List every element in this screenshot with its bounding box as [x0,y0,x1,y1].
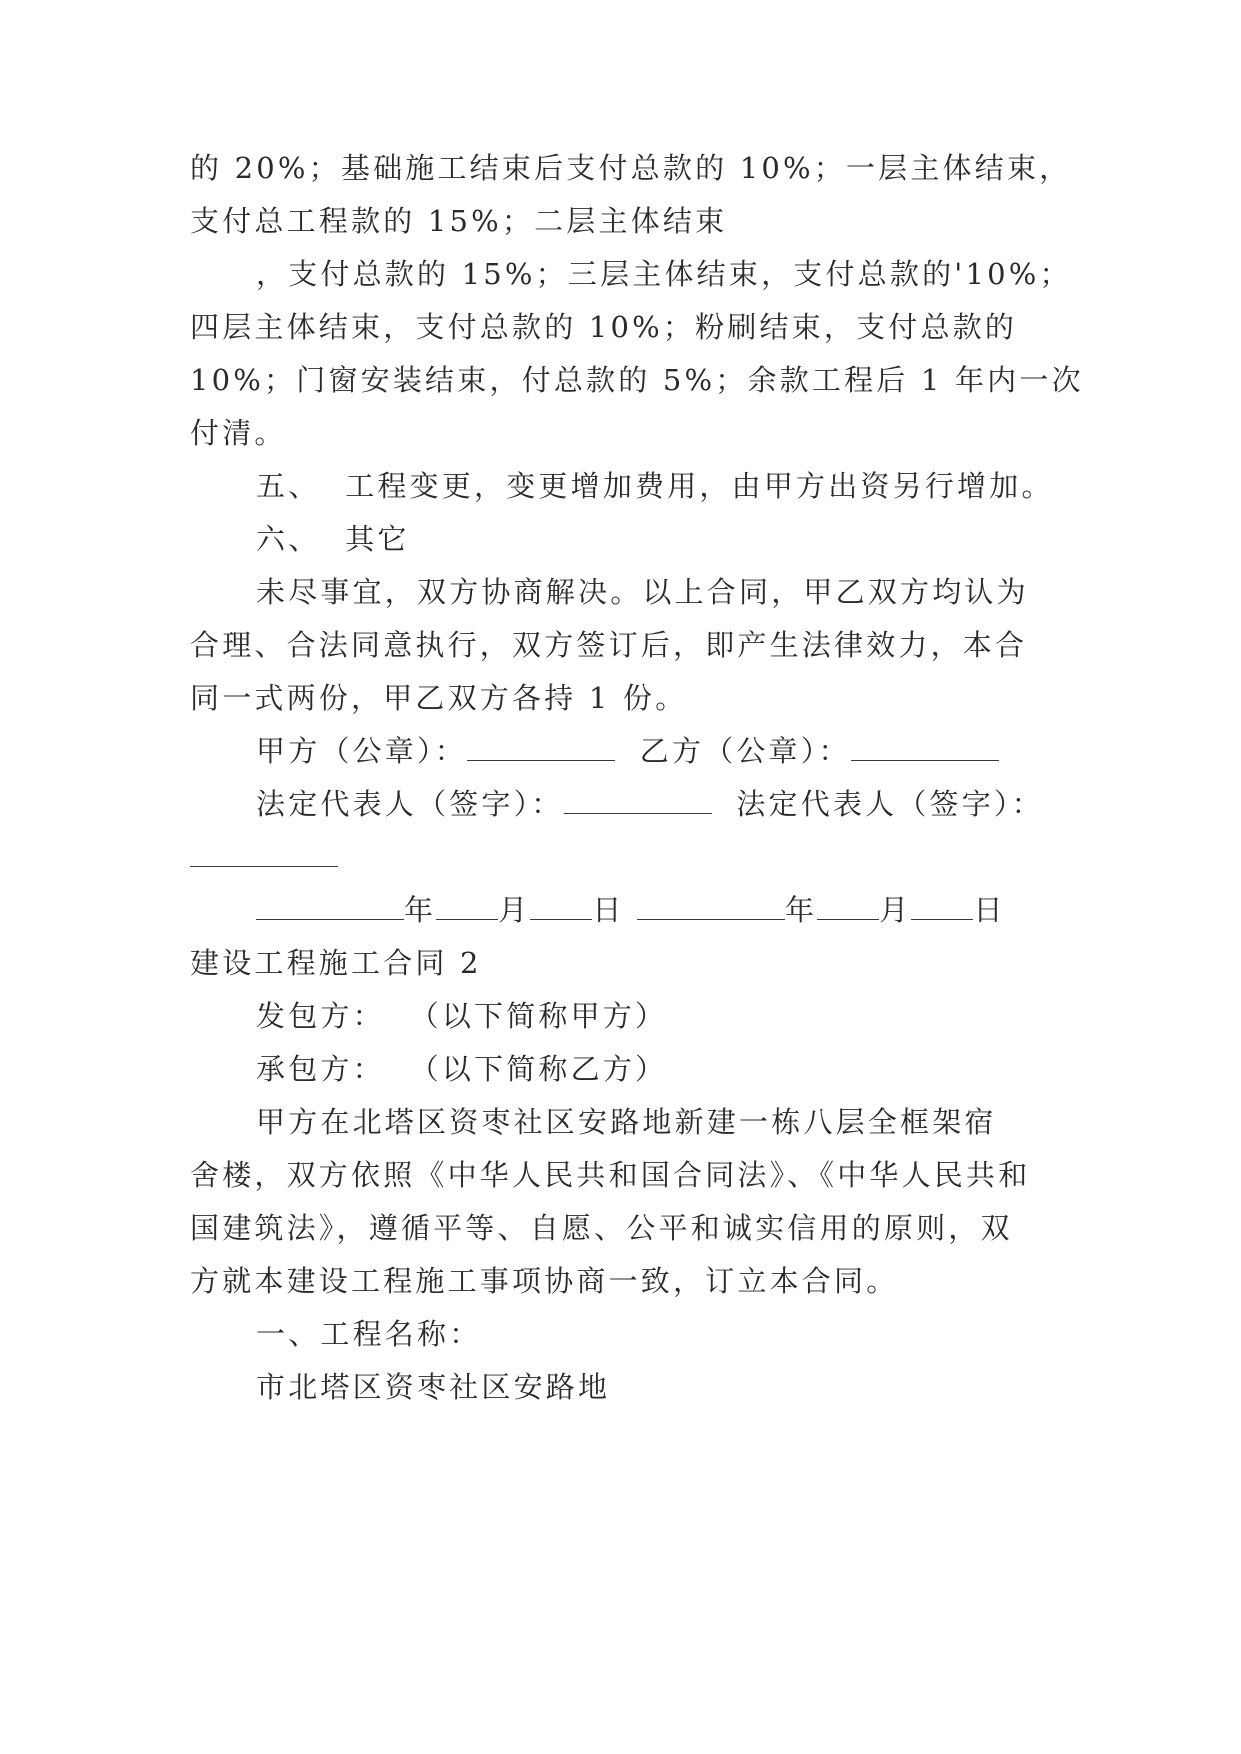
date-b-year-label: 年 [785,893,818,927]
body-text-line: 同一式两份，甲乙双方各持 1 份。 [190,681,688,715]
body-text-line: 四层主体结束，支付总款的 10%；粉刷结束，支付总款的 [190,310,1018,344]
party-a-rep-blank [564,787,712,814]
date-a-day-label: 日 [592,893,625,927]
body-text-line: 舍楼，双方依照《中华人民共和国合同法》、《中华人民共和 [190,1158,1031,1192]
body-text-line: 的 20%；基础施工结束后支付总款的 10%；一层主体结束， [190,151,1072,185]
body-text-line: 合理、合法同意执行，双方签订后，即产生法律效力，本合 [190,628,1028,662]
clause-five: 五、 工程变更，变更增加费用，由甲方出资另行增加。 [256,469,1054,503]
body-text-line: 国建筑法》，遵循平等、自愿、公平和诚实信用的原则，双 [190,1211,1013,1245]
body-text-line: 付清。 [190,416,287,450]
clause-six-heading: 六、 其它 [256,522,410,556]
section-title: 建设工程施工合同 2 [190,946,482,980]
signature-date-row [256,890,1006,930]
date-b-day-label: 日 [973,893,1006,927]
party-b-rep-blank [190,840,338,867]
party-b-seal-label: 乙方（公章）： [639,734,851,768]
date-b-month-label: 月 [879,893,912,927]
body-text-line: 未尽事宜，双方协商解决。以上合同，甲乙双方均认为 [256,575,1029,609]
signature-rep-row [256,784,1044,824]
date-a-month-label: 月 [498,893,531,927]
contractor-line: 承包方： （以下简称乙方） [256,1052,668,1086]
date-b-year-blank [637,893,785,920]
body-text-line: ，支付总款的 15%；三层主体结束，支付总款的'10%； [256,257,1072,291]
employer-line: 发包方： （以下简称甲方） [256,999,668,1033]
date-a-year-label: 年 [404,893,437,927]
body-text-line: 甲方在北塔区资枣社区安路地新建一栋八层全框架宿 [256,1105,997,1139]
party-a-rep-label: 法定代表人（签字）： [256,787,564,821]
body-text-line: 支付总工程款的 15%；二层主体结束 [190,204,728,238]
date-a-day-blank [530,893,592,920]
party-a-seal-label: 甲方（公章）： [256,734,467,768]
body-text-line: 10%；门窗安装结束，付总款的 5%；余款工程后 1 年内一次 [190,363,1084,397]
item-one-heading: 一、工程名称： [256,1317,482,1351]
date-b-day-blank [911,893,973,920]
date-a-month-blank [436,893,498,920]
party-a-seal-blank [467,734,615,761]
date-a-year-blank [256,893,404,920]
project-name: 市北塔区资枣社区安路地 [256,1370,611,1404]
party-b-rep-label: 法定代表人（签字）： [736,787,1044,821]
party-b-seal-blank [851,734,999,761]
signature-seal-row [256,731,999,771]
signature-rep-continuation [190,837,338,877]
body-text-line: 方就本建设工程施工事项协商一致，订立本合同。 [190,1264,899,1298]
date-b-month-blank [817,893,879,920]
